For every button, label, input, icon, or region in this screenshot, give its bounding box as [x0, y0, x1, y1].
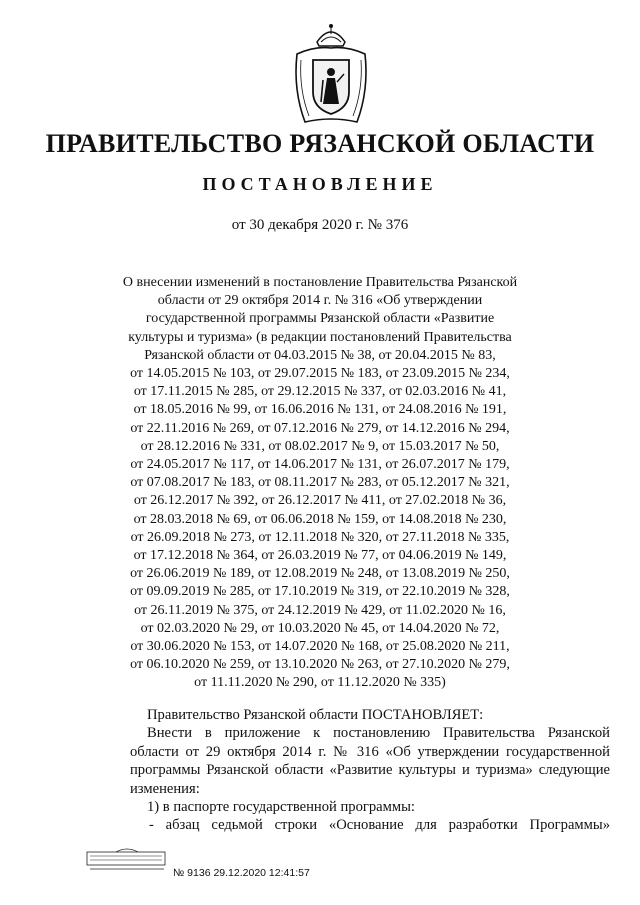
organization-title: ПРАВИТЕЛЬСТВО РЯЗАНСКОЙ ОБЛАСТИ [45, 129, 595, 158]
registration-footer: № 9136 29.12.2020 12:41:57 [173, 867, 310, 879]
subject-line: от 14.05.2015 № 103, от 29.07.2015 № 183, от 23.09.2015 № 234, [130, 366, 510, 382]
subject-line: от 24.05.2017 № 117, от 14.06.2017 № 131, от 26.07.2017 № 179, [130, 457, 510, 473]
subject-line: от 11.11.2020 № 290, от 11.12.2020 № 335) [194, 675, 446, 691]
subject-line: от 17.12.2018 № 364, от 26.03.2019 № 77, от 04.06.2019 № 149, [133, 548, 507, 564]
coat-of-arms-icon [287, 20, 375, 128]
document-stamp-icon [86, 848, 168, 872]
document-subject [70, 274, 570, 693]
subject-line: от 06.10.2020 № 259, от 13.10.2020 № 263, от 27.10.2020 № 279, [130, 657, 510, 673]
subject-line: от 26.12.2017 № 392, от 26.12.2017 № 411, от 27.02.2018 № 36, [133, 493, 507, 509]
subject-line: культуры и туризма» (в редакции постановлений Правительства [128, 329, 512, 345]
paragraph-line: области от 29 октября 2014 г. № 316 «Об утверждении государственной [130, 743, 610, 760]
subject-line: от 26.06.2019 № 189, от 12.08.2019 № 248, от 13.08.2019 № 250, [130, 566, 510, 582]
subject-line: от 22.11.2016 № 269, от 07.12.2016 № 279, от 14.12.2016 № 294, [130, 420, 510, 436]
subject-line: области от 29 октября 2014 г. № 316 «Об утверждении [157, 293, 483, 309]
subject-line: от 28.12.2016 № 331, от 08.02.2017 № 9, от 15.03.2017 № 50, [140, 438, 500, 454]
subject-line: от 02.03.2020 № 29, от 10.03.2020 № 45, от 14.04.2020 № 72, [140, 620, 500, 636]
subject-line: от 18.05.2016 № 99, от 16.06.2016 № 131, от 24.08.2016 № 191, [133, 402, 507, 418]
paragraph-line: Внести в приложение к постановлению Правительства Рязанской [147, 725, 610, 742]
subject-line: от 07.08.2017 № 183, от 08.11.2017 № 283, от 05.12.2017 № 321, [130, 475, 510, 491]
document-body [130, 706, 610, 835]
subject-line: от 28.03.2018 № 69, от 06.06.2018 № 159, от 14.08.2018 № 230, [133, 511, 507, 527]
paragraph-line: программы Рязанской области «Развитие культуры и туризма» следующие [130, 762, 610, 779]
subject-line: государственной программы Рязанской области «Развитие [145, 311, 495, 327]
decree-line: Правительство Рязанской области ПОСТАНОВЛЯЕТ: [147, 707, 484, 723]
subject-line: от 09.09.2019 № 285, от 17.10.2019 № 319, от 22.10.2019 № 328, [130, 584, 510, 600]
subject-line: от 30.06.2020 № 153, от 14.07.2020 № 168, от 25.08.2020 № 211, [130, 639, 510, 655]
list-item: 1) в паспорте государственной программы: [147, 799, 415, 816]
date-number: от 30 декабря 2020 г. № 376 [231, 217, 409, 233]
subject-line: от 17.11.2015 № 285, от 29.12.2015 № 337, от 02.03.2016 № 41, [133, 384, 507, 400]
subject-line: от 26.11.2019 № 375, от 24.12.2019 № 429, от 11.02.2020 № 16, [134, 602, 506, 618]
subject-line: Рязанской области от 04.03.2015 № 38, от 20.04.2015 № 83, [144, 347, 496, 363]
list-item: - абзац седьмой строки «Основание для разработки Программы» [149, 817, 610, 834]
paragraph-line: изменения: [130, 780, 200, 797]
subject-line: от 26.09.2018 № 273, от 12.11.2018 № 320, от 27.11.2018 № 335, [130, 529, 510, 545]
subject-line: О внесении изменений в постановление Правительства Рязанской [122, 275, 518, 290]
document-type: ПОСТАНОВЛЕНИЕ [202, 174, 438, 194]
